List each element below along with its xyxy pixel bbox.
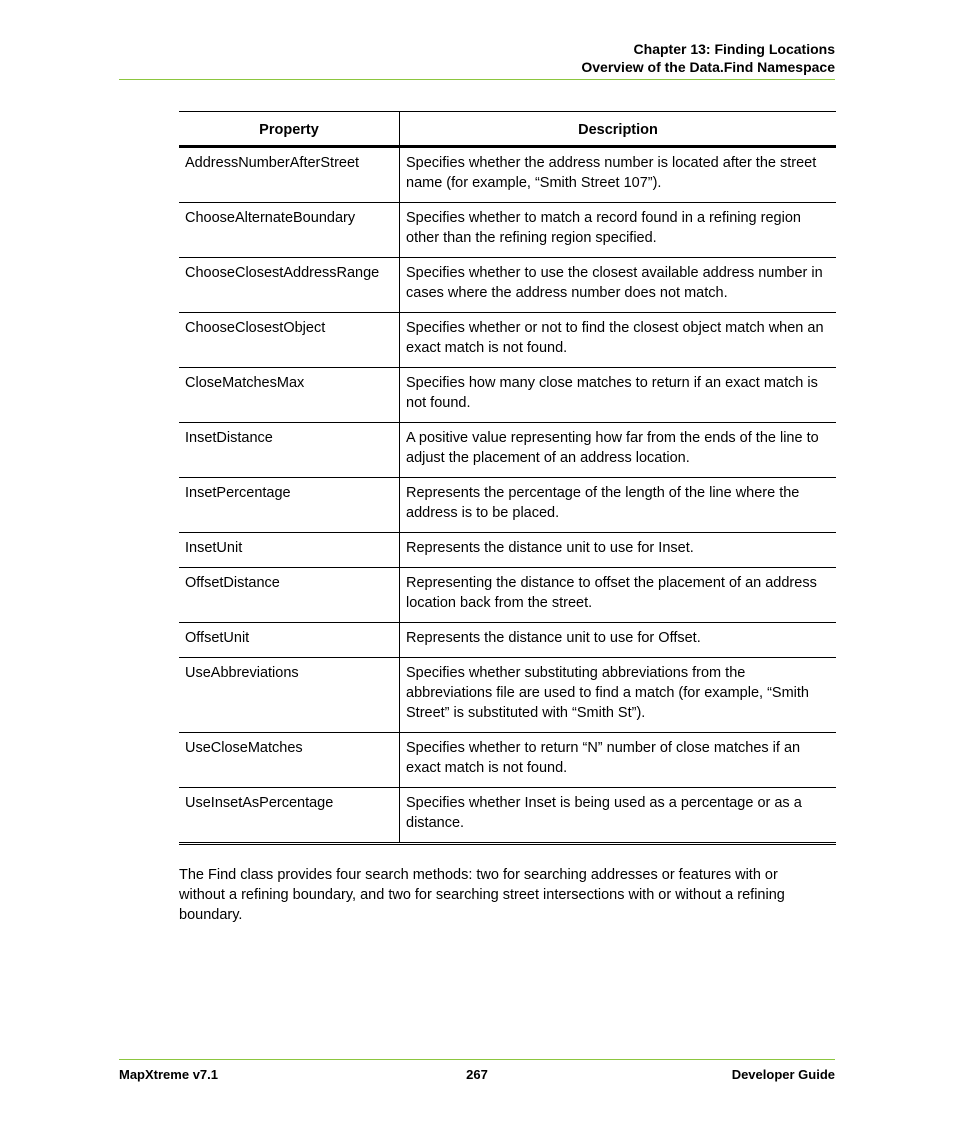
table-row — [179, 258, 836, 313]
table-row — [179, 658, 836, 733]
table-row — [179, 478, 836, 533]
description-cell: Represents the percentage of the length of the line where the address is to be placed. — [400, 478, 837, 533]
property-cell: UseCloseMatches — [179, 733, 400, 788]
description-cell: Specifies whether to match a record found in a refining region other than the refining region specified. — [400, 203, 837, 258]
table-row — [179, 368, 836, 423]
table-row — [179, 313, 836, 368]
column-header-property: Property — [179, 112, 400, 147]
description-cell: Specifies whether or not to find the closest object match when an exact match is not found. — [400, 313, 837, 368]
property-cell: CloseMatchesMax — [179, 368, 400, 423]
running-footer — [119, 1067, 835, 1085]
property-cell: OffsetUnit — [179, 623, 400, 658]
property-cell: AddressNumberAfterStreet — [179, 147, 400, 203]
footer-divider — [119, 1059, 835, 1060]
description-cell: Specifies how many close matches to return if an exact match is not found. — [400, 368, 837, 423]
description-cell: Represents the distance unit to use for Offset. — [400, 623, 837, 658]
table-row — [179, 788, 836, 844]
table-row — [179, 623, 836, 658]
properties-table — [179, 111, 836, 845]
column-header-description: Description — [400, 112, 837, 147]
table-row — [179, 147, 836, 203]
description-cell: A positive value representing how far from the ends of the line to adjust the placement of an address location. — [400, 423, 837, 478]
header-divider — [119, 79, 835, 80]
property-cell: InsetPercentage — [179, 478, 400, 533]
description-cell: Represents the distance unit to use for Inset. — [400, 533, 837, 568]
property-cell: ChooseAlternateBoundary — [179, 203, 400, 258]
table-row — [179, 733, 836, 788]
description-cell: Specifies whether Inset is being used as a percentage or as a distance. — [400, 788, 837, 844]
property-cell: UseAbbreviations — [179, 658, 400, 733]
property-cell: ChooseClosestObject — [179, 313, 400, 368]
footer-product: MapXtreme v7.1 — [119, 1067, 218, 1082]
section-title: Overview of the Data.Find Namespace — [581, 59, 835, 75]
property-cell: OffsetDistance — [179, 568, 400, 623]
footer-guide: Developer Guide — [731, 1067, 835, 1082]
property-cell: InsetDistance — [179, 423, 400, 478]
property-cell: ChooseClosestAddressRange — [179, 258, 400, 313]
table-row — [179, 533, 836, 568]
property-cell: UseInsetAsPercentage — [179, 788, 400, 844]
table-header-row — [179, 112, 836, 147]
description-cell: Specifies whether the address number is located after the street name (for example, “Smith Street 107”). — [400, 147, 837, 203]
table-row — [179, 423, 836, 478]
description-cell: Specifies whether to use the closest available address number in cases where the address number does not match. — [400, 258, 837, 313]
body-paragraph: The Find class provides four search methods: two for searching addresses or features with or without a refining boundary, and two for searching street intersections with or without a refining boundary. — [179, 866, 785, 923]
description-cell: Specifies whether substituting abbreviations from the abbreviations file are used to find a match (for example, “Smith Street” is substituted with “Smith St”). — [400, 658, 837, 733]
running-header — [581, 40, 835, 76]
footer-page-number: 267 — [466, 1067, 488, 1082]
property-cell: InsetUnit — [179, 533, 400, 568]
table-row — [179, 568, 836, 623]
chapter-title: Chapter 13: Finding Locations — [633, 41, 835, 57]
table-row — [179, 203, 836, 258]
description-cell: Specifies whether to return “N” number of close matches if an exact match is not found. — [400, 733, 837, 788]
description-cell: Representing the distance to offset the placement of an address location back from the street. — [400, 568, 837, 623]
